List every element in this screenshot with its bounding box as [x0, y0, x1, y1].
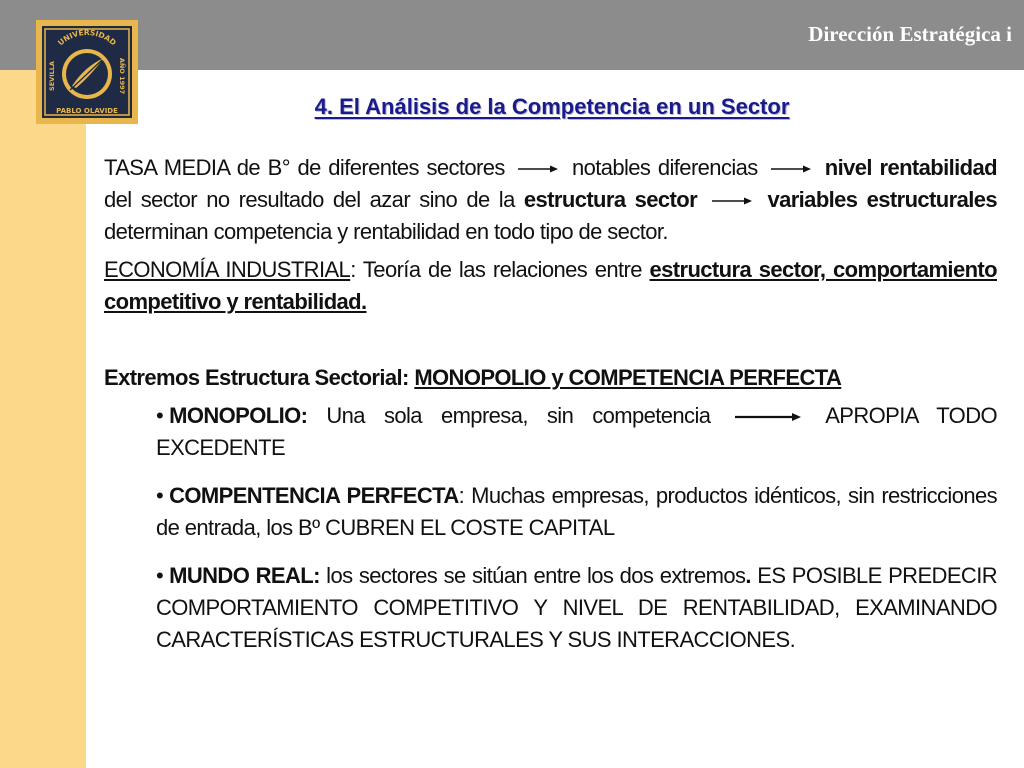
- logo-right-text: AÑO 1997: [118, 57, 126, 95]
- arrow-right-icon: [735, 412, 801, 422]
- bullet-icon: •: [156, 563, 164, 588]
- arrow-right-icon: [518, 164, 558, 174]
- logo-top-text: UNIVERSIDAD: [56, 27, 118, 48]
- bullet-competencia-perfecta: • COMPENTENCIA PERFECTA: Muchas empresas, productos idénticos, sin restricciones de entrada, los Bº CUBREN EL COSTE CAPITAL: [156, 480, 997, 544]
- paragraph-economia-industrial: ECONOMÍA INDUSTRIAL: Teoría de las relaciones entre estructura sector, comportamiento competitivo y rentabilidad.: [104, 257, 997, 314]
- left-sidebar: [0, 70, 86, 768]
- course-title: Dirección Estratégica i: [808, 22, 1012, 46]
- paragraph-tasa-media: TASA MEDIA de B° de diferentes sectores notables diferencias nivel rentabilidad del sector no resultado del azar sino de la estructura sector variables estructurales determinan competencia y rentabilidad en todo tipo de sector.: [104, 155, 997, 244]
- slide-title: 4. El Análisis de la Competencia en un Sector: [314, 94, 790, 119]
- slide-body: [104, 152, 997, 672]
- bullet-mundo-real: • MUNDO REAL: los sectores se sitúan entre los dos extremos. ES POSIBLE PREDECIR COMPORTAMIENTO COMPETITIVO Y NIVEL DE RENTABILIDAD, EXAMINANDO CARACTERÍSTICAS ESTRUCTURALES Y SUS INTERACCIONES.: [156, 560, 997, 656]
- paragraph-extremos: Extremos Estructura Sectorial: MONOPOLIO y COMPETENCIA PERFECTA: [104, 365, 842, 390]
- arrow-right-icon: [712, 196, 752, 206]
- bullet-monopolio: • MONOPOLIO: Una sola empresa, sin competencia APROPIA TODO EXCEDENTE: [156, 400, 997, 464]
- bullet-icon: •: [156, 403, 164, 428]
- logo-left-text: SEVILLA: [48, 61, 56, 91]
- arrow-right-icon: [771, 164, 811, 174]
- bullet-icon: •: [156, 483, 164, 508]
- logo-bottom-text: PABLO OLAVIDE: [56, 107, 118, 115]
- bullet-list: [156, 400, 997, 656]
